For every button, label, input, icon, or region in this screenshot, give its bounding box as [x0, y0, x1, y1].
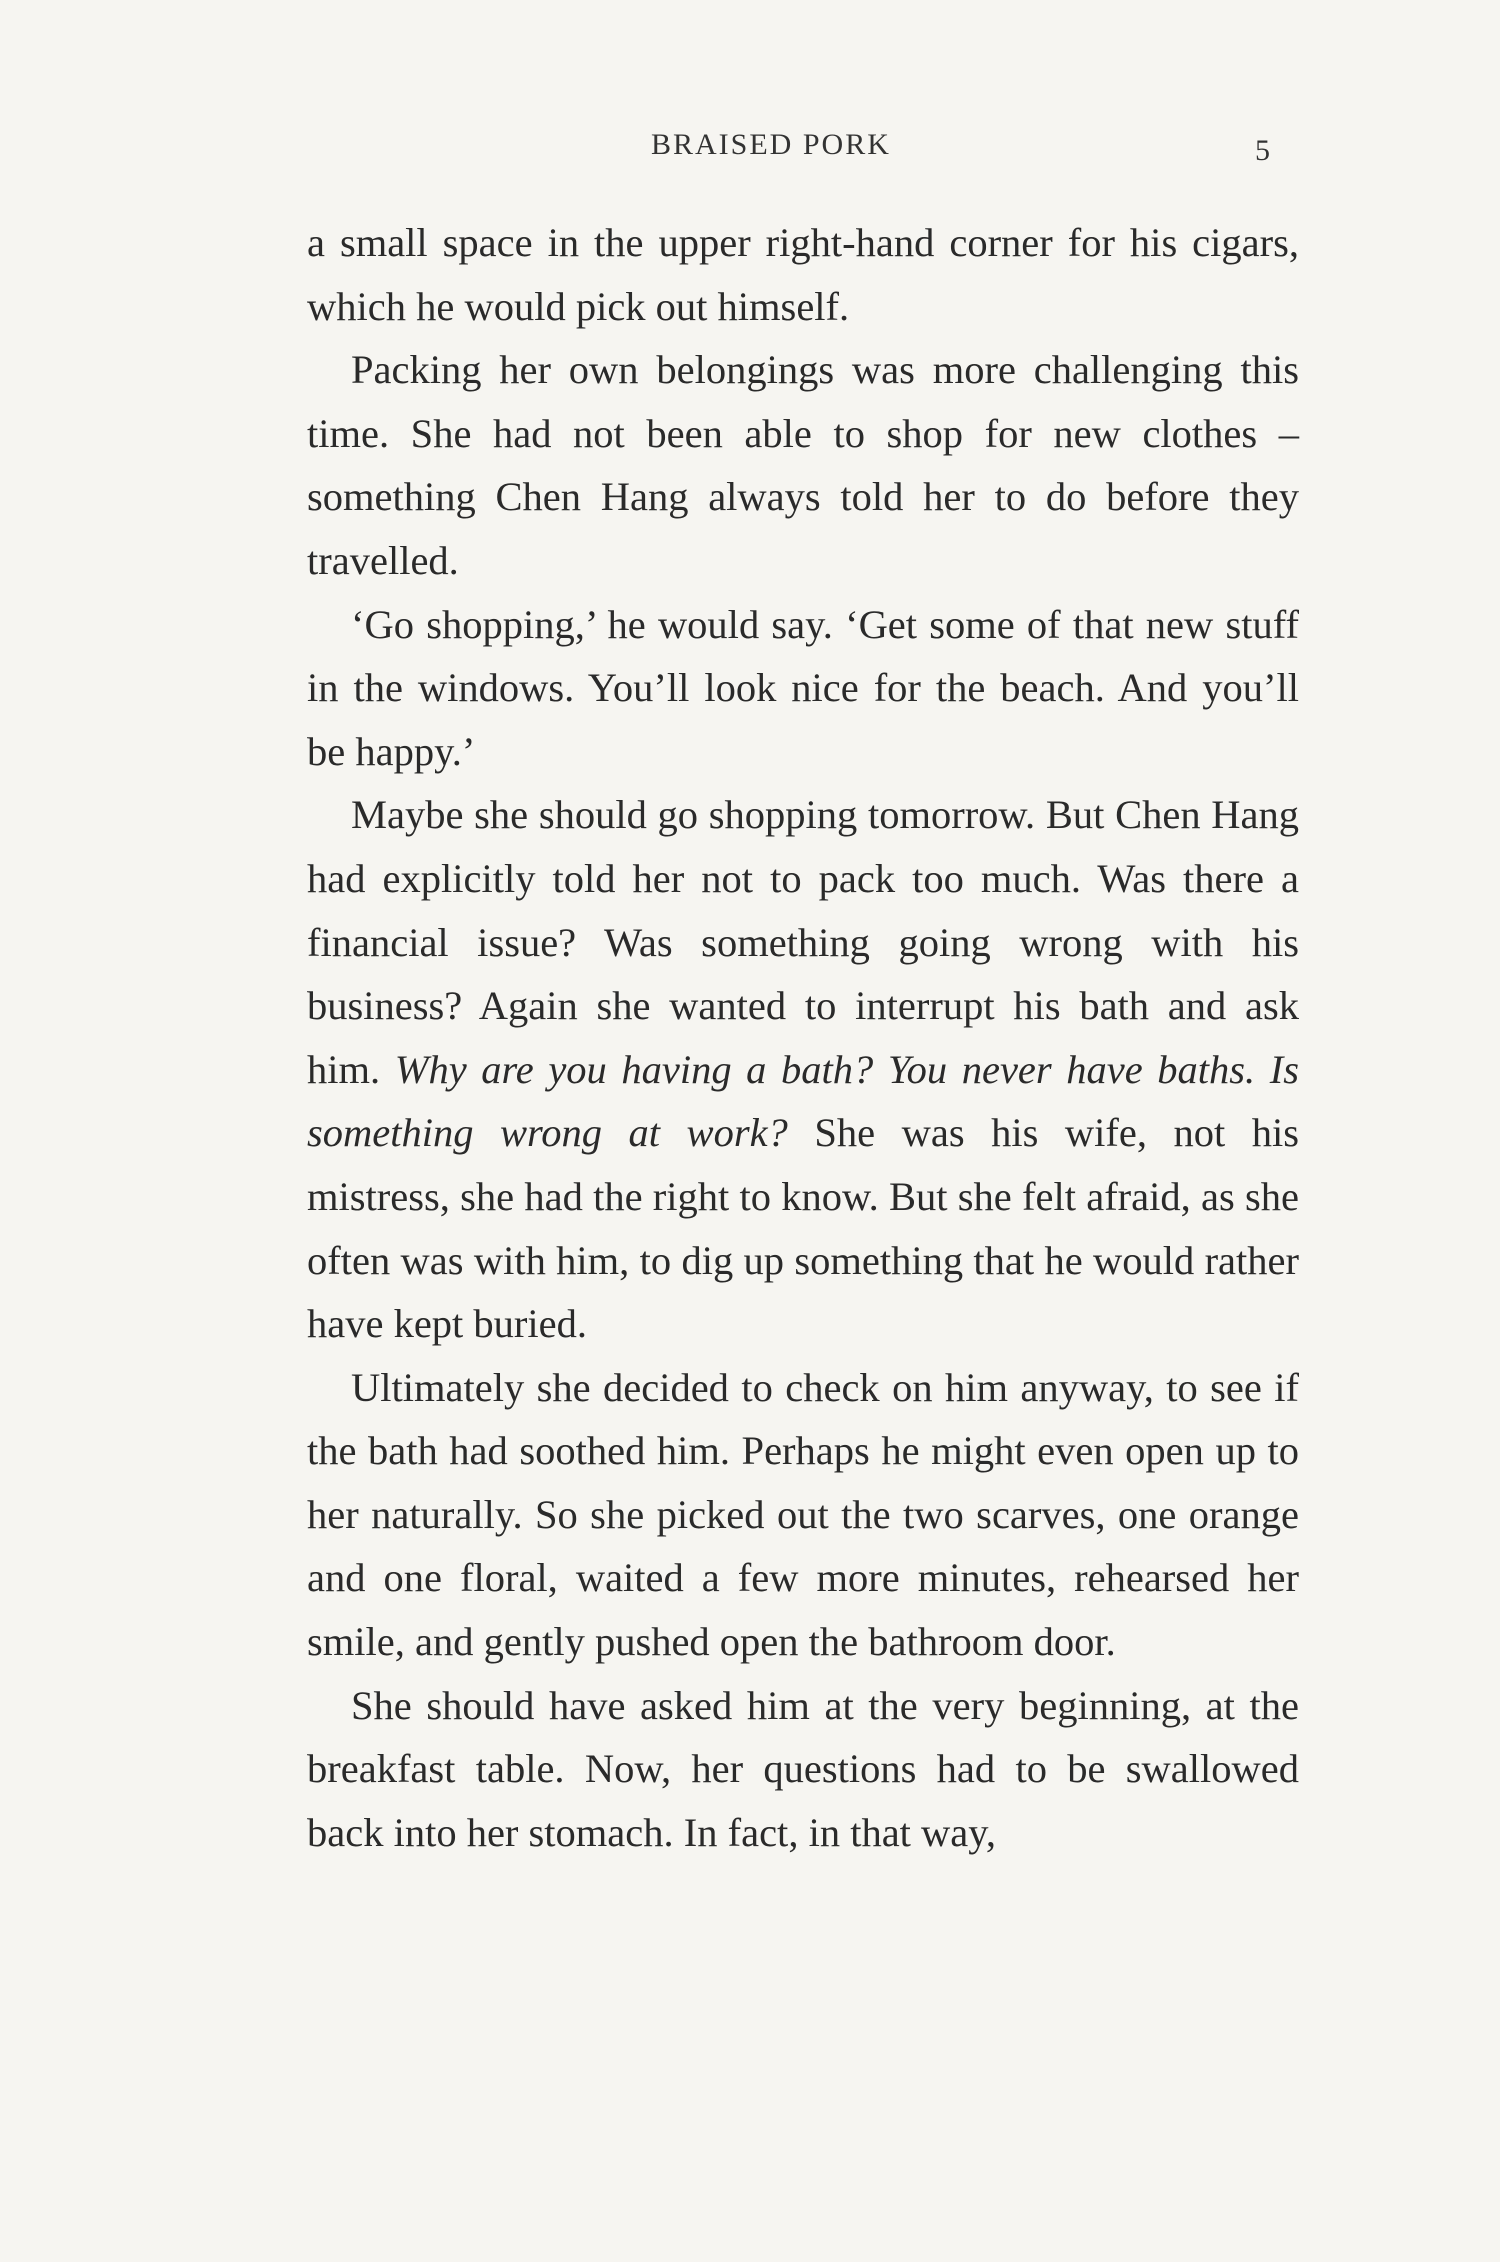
paragraph-maybe-shopping	[307, 783, 1299, 1355]
running-head	[0, 128, 1500, 168]
page-number: 5	[1255, 134, 1270, 167]
paragraph-continued: a small space in the upper right-hand corner for his cigars, which he would pick out himself.	[307, 220, 1299, 329]
running-head-title: BRAISED PORK	[651, 128, 891, 161]
body-text	[307, 211, 1299, 1864]
paragraph-packing: Packing her own belongings was more challenging this time. She had not been able to shop for new clothes – something Chen Hang always told her to do before they travelled.	[307, 347, 1299, 583]
paragraph-should-have-asked: She should have asked him at the very beginning, at the breakfast table. Now, her questions had to be swallowed back into her stomach. In fact, in that way,	[307, 1682, 1299, 1855]
italic-thoughts: Why are you having a bath? You never have baths. Is something wrong at work?	[307, 1046, 1299, 1156]
paragraph-text: Maybe she should go shopping tomorrow. But Chen Hang had explicitly told her not to pack too much. Was there a financial issue? Was something going wrong with his business? Again she wanted to interrupt his bath and ask him.	[307, 792, 1299, 1092]
paragraph-check-on-him: Ultimately she decided to check on him anyway, to see if the bath had soothed him. Perhaps he might even open up to her naturally. So she picked out the two scarves, one orange and one floral, waited a few more minutes, rehearsed her smile, and gently pushed open the bathroom door.	[307, 1364, 1299, 1665]
paragraph-go-shopping-quote: ‘Go shopping,’ he would say. ‘Get some of that new stuff in the windows. You’ll look nice for the beach. And you’ll be happy.’	[307, 601, 1299, 774]
paragraph-text: She was his wife, not his mistress, she had the right to know. But she felt afraid, as she often was with him, to dig up something that he would rather have kept buried.	[307, 1110, 1299, 1347]
